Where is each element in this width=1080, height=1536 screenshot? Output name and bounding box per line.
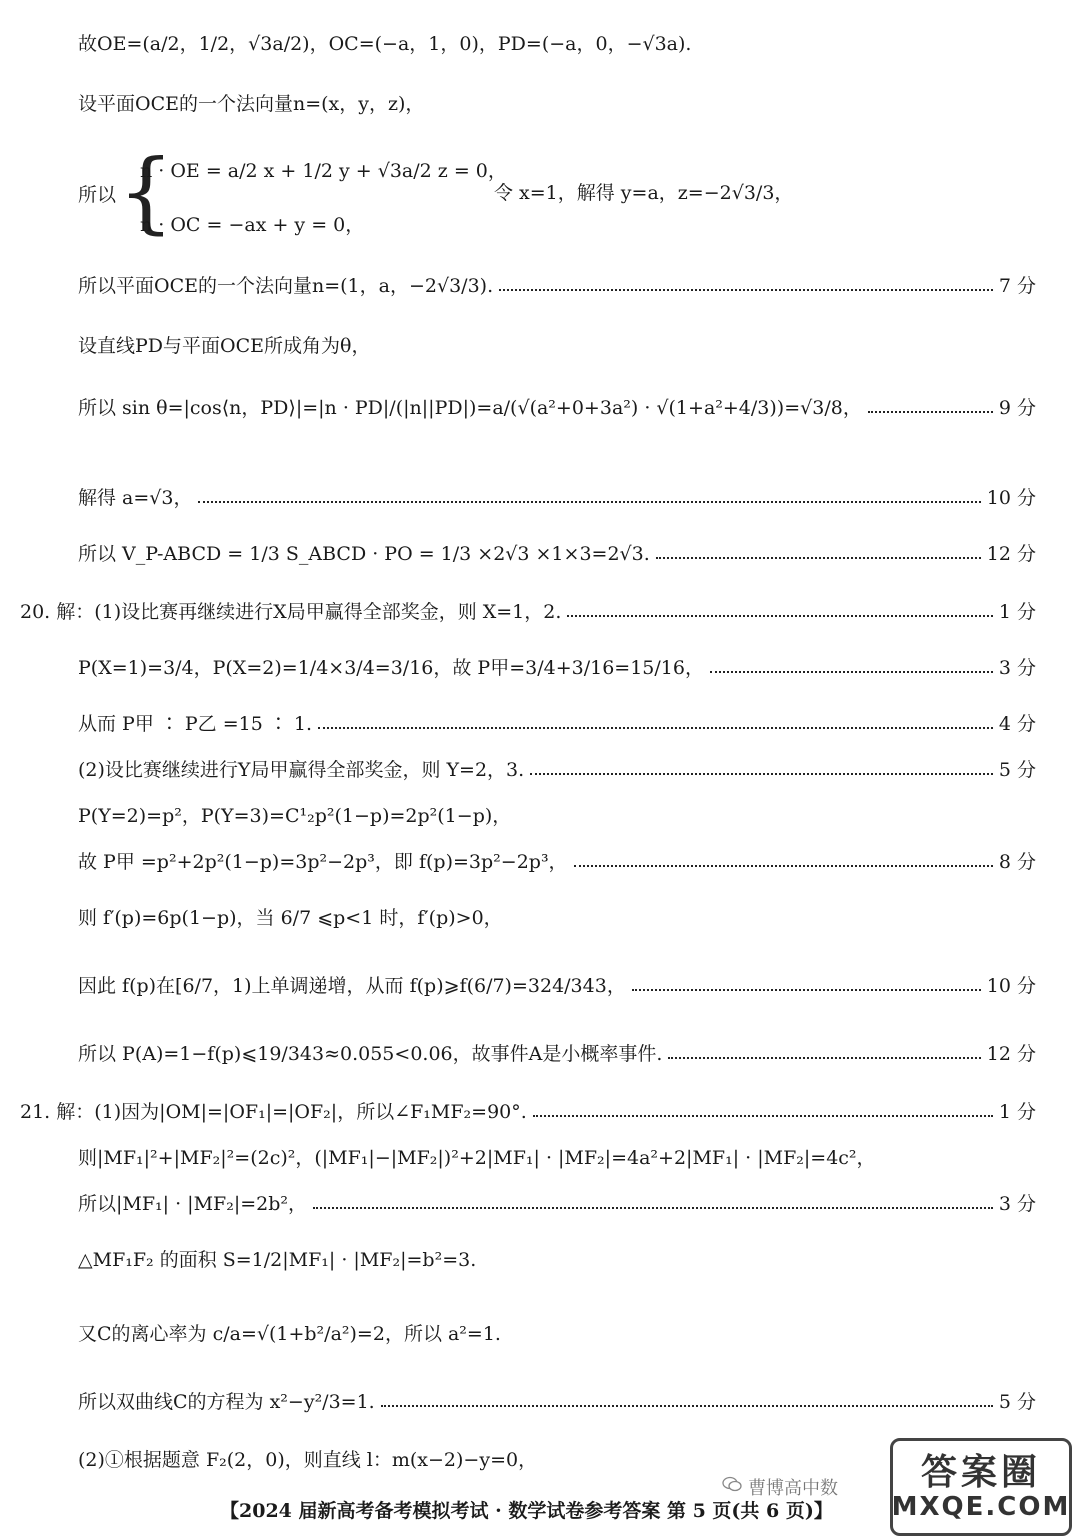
- line-text: 故 P甲 =p²+2p²(1−p)=3p²−2p³，即 f(p)=3p²−2p³，: [78, 851, 568, 873]
- system-equation-2: n · OC = −ax + y = 0，: [140, 214, 365, 236]
- wechat-icon: [722, 1476, 742, 1492]
- score-label: 5 分: [998, 759, 1036, 781]
- line-text: 所以 sin θ=|cos⟨n，PD⟩|=|n · PD|/(|n||PD|)=a/(√(a²+0+3a²) · √(1+a²+4/3))=√3/8，: [78, 397, 862, 419]
- score-label: 5 分: [998, 1391, 1036, 1413]
- line-ratio: [78, 712, 1036, 736]
- leader-dots: [530, 773, 993, 775]
- line-normal-vector-setup: [78, 92, 1036, 116]
- line-text: 从而 P甲 ∶ P乙 =15 ∶ 1.: [78, 713, 313, 735]
- line-text: 故OE=(a/2，1/2，√3a/2)，OC=(−a，1，0)，PD=(−a，0，−√3a).: [78, 33, 692, 55]
- system-label: 所以: [78, 184, 117, 206]
- line-text: 所以|MF₁| · |MF₂|=2b²，: [78, 1193, 308, 1215]
- line-focal-distance: [78, 1146, 1036, 1170]
- score-label: 12 分: [986, 543, 1036, 565]
- line-px: [78, 656, 1036, 680]
- watermark-channel: 曹博高中数: [748, 1478, 838, 1499]
- line-derivative: [78, 906, 1036, 930]
- line-q20-part2: [78, 758, 1036, 782]
- line-text: 则 f′(p)=6p(1−p)，当 6/7 ⩽p<1 时，f′(p)>0，: [78, 907, 503, 929]
- leader-dots: [533, 1115, 993, 1117]
- score-label: 3 分: [998, 657, 1036, 679]
- line-pa: [78, 1042, 1036, 1066]
- line-text: 设平面OCE的一个法向量n=(x，y，z)，: [78, 93, 425, 115]
- score-label: 9 分: [998, 397, 1036, 419]
- line-text: (2)设比赛继续进行Y局甲赢得全部奖金，则 Y=2，3.: [78, 759, 525, 781]
- leader-dots: [198, 501, 980, 503]
- system-solution: 令 x=1，解得 y=a，z=−2√3/3，: [494, 182, 794, 204]
- line-text: △MF₁F₂ 的面积 S=1/2|MF₁| · |MF₂|=b²=3.: [78, 1249, 477, 1271]
- line-monotonic: [78, 974, 1036, 998]
- line-text: 21. 解：(1)因为|OM|=|OF₁|=|OF₂|，所以∠F₁MF₂=90°.: [20, 1101, 527, 1123]
- line-text: P(Y=2)=p²，P(Y=3)=C¹₂p²(1−p)=2p²(1−p)，: [78, 805, 512, 827]
- line-angle-setup: [78, 334, 1036, 358]
- leader-dots: [656, 557, 981, 559]
- line-text: 20. 解：(1)设比赛再继续进行X局甲赢得全部奖金，则 X=1，2.: [20, 601, 562, 623]
- leader-dots: [668, 1057, 980, 1059]
- leader-dots: [710, 671, 993, 673]
- leader-dots: [632, 989, 981, 991]
- watermark-logo-bottom: MXQE.COM: [891, 1492, 1071, 1522]
- leader-dots: [499, 289, 993, 291]
- line-text: 又C的离心率为 c/a=√(1+b²/a²)=2，所以 a²=1.: [78, 1323, 501, 1345]
- score-label: 3 分: [998, 1193, 1036, 1215]
- line-text: 所以 V_P-ABCD = 1/3 S_ABCD · PO = 1/3 ×2√3 ×1×3=2√3.: [78, 543, 650, 565]
- line-py: [78, 804, 1036, 828]
- line-sine: [78, 396, 1036, 420]
- score-label: 7 分: [998, 275, 1036, 297]
- leader-dots: [574, 865, 993, 867]
- line-text: 所以双曲线C的方程为 x²−y²/3=1.: [78, 1391, 375, 1413]
- line-q21-start: [20, 1100, 1036, 1124]
- system-equation-1: n · OE = a/2 x + 1/2 y + √3a/2 z = 0，: [140, 160, 507, 182]
- line-text: 设直线PD与平面OCE所成角为θ，: [78, 335, 371, 357]
- line-text: 则|MF₁|²+|MF₂|²=(2c)²，(|MF₁|−|MF₂|)²+2|MF₁| · |MF₂|=4a²+2|MF₁| · |MF₂|=4c²，: [78, 1147, 876, 1169]
- line-text: 因此 f(p)在[6/7，1)上单调递增，从而 f(p)⩾f(6/7)=324/343，: [78, 975, 626, 997]
- line-volume: [78, 542, 1036, 566]
- score-label: 1 分: [998, 601, 1036, 623]
- score-label: 12 分: [986, 1043, 1036, 1065]
- line-text: (2)①根据题意 F₂(2，0)，则直线 l：m(x−2)−y=0，: [78, 1449, 538, 1471]
- line-text: 解得 a=√3，: [78, 487, 193, 509]
- leader-dots: [381, 1405, 993, 1407]
- left-brace: {: [118, 140, 174, 243]
- score-label: 10 分: [986, 975, 1036, 997]
- line-area: [78, 1248, 1036, 1272]
- line-eccentricity: [78, 1322, 1036, 1346]
- line-hyperbola-equation: [78, 1390, 1036, 1414]
- leader-dots: [313, 1207, 993, 1209]
- line-normal-vector: [78, 274, 1036, 298]
- score-label: 4 分: [998, 713, 1036, 735]
- line-q20-start: [20, 600, 1036, 624]
- line-text: P(X=1)=3/4，P(X=2)=1/4×3/4=3/16，故 P甲=3/4+3/16=15/16，: [78, 657, 704, 679]
- line-text: 所以 P(A)=1−f(p)⩽19/343≈0.055<0.06，故事件A是小概率事件.: [78, 1043, 663, 1065]
- leader-dots: [868, 411, 993, 413]
- leader-dots: [567, 615, 992, 617]
- score-label: 8 分: [998, 851, 1036, 873]
- page-footer: 【2024 届新高考备考模拟考试 · 数学试卷参考答案 第 5 页(共 6 页)】: [220, 1500, 833, 1522]
- line-solve-a: [78, 486, 1036, 510]
- score-label: 1 分: [998, 1101, 1036, 1123]
- score-label: 10 分: [986, 487, 1036, 509]
- watermark-logo-top: 答案圈: [920, 1451, 1041, 1493]
- line-vectors: [78, 32, 1036, 56]
- watermark-logo: [890, 1438, 1072, 1536]
- line-fp: [78, 850, 1036, 874]
- line-text: 所以平面OCE的一个法向量n=(1，a，−2√3/3).: [78, 275, 494, 297]
- leader-dots: [318, 727, 993, 729]
- line-product: [78, 1192, 1036, 1216]
- equation-system: [78, 140, 794, 243]
